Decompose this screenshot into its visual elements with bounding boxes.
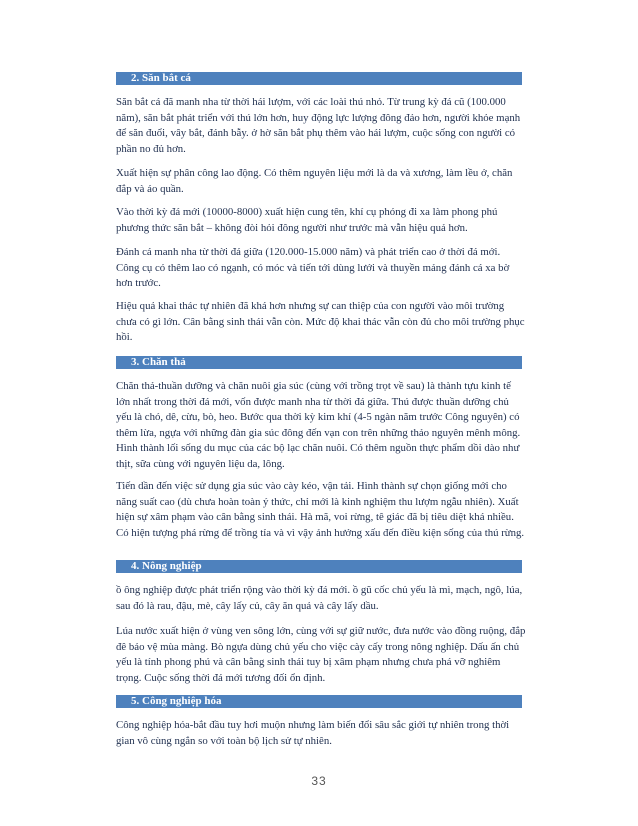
section-heading-hunting-fishing: 2. Săn bắt cá <box>116 72 522 85</box>
paragraph: Lúa nước xuất hiện ở vùng ven sông lớn, cùng với sự giữ nước, đưa nước vào đồng ruộng, đắp đê bảo vệ mùa màng. Bò ngựa dùng chủ yếu cho việc cày cấy trong nông nghiệp. Dấu ấn chủ yếu là tính phong phú và cân bằng sinh thái tuy bị xâm phạm nhưng chưa phá vỡ nghiêm trọng. Cuộc sống thời đá mới tương đối ổn định. <box>116 625 526 684</box>
section-heading-industrialization: 5. Công nghiệp hóa <box>116 695 522 708</box>
paragraph: Đánh cá manh nha từ thời đá giữa (120.000-15.000 năm) và phát triển cao ở thời đá mới. Công cụ có thêm lao có ngạnh, có móc và tiến tới dùng lưới và thuyền mảng đánh cá xa bờ hơn trước. <box>116 246 510 290</box>
paragraph: Công nghiệp hóa-bắt đầu tuy hơi muộn nhưng làm biến đổi sâu sắc giới tự nhiên trong thời gian vô cùng ngắn so với toàn bộ lịch sử tự nhiên. <box>116 719 510 747</box>
paragraph: Săn bắt cá đã manh nha từ thời hái lượm, với các loài thú nhỏ. Từ trung kỳ đá cũ (100.000 năm), săn bắt phát triển với thú lớn hơn, huy động lực lượng đông đảo hơn, người khỏe mạnh để săn đuổi, vây bắt, đánh bẫy. ở hờ săn bắt phụ thêm vào hái lượm, cuộc sống con người có phần no đủ hơn. <box>116 96 521 155</box>
paragraph: Hiệu quả khai thác tự nhiên đã khá hơn nhưng sự can thiệp của con người vào môi trường chưa có gì lớn. Cân bằng sinh thái vẫn còn. Mức độ khai thác vẫn còn đủ cho môi trường phục hồi. <box>116 300 525 344</box>
section-heading-agriculture: 4. Nông nghiệp <box>116 560 522 573</box>
paragraph: Xuất hiện sự phân công lao động. Có thêm nguyên liệu mới là da và xương, làm lều ở, chăn đắp và áo quần. <box>116 167 513 195</box>
section-heading-herding: 3. Chăn thả <box>116 356 522 369</box>
page-number: 33 <box>311 774 327 788</box>
paragraph: Chăn thả-thuần dưỡng và chăn nuôi gia súc (cùng với trồng trọt về sau) là thành tựu kinh tế lớn nhất trong thời đá mới, vốn được manh nha từ thời đá giữa. Thú được thuần dưỡng chủ yếu là chó, dê, cừu, bò, heo. Bước qua thời kỳ kim khí (4-5 ngàn năm trước Công nguyên) có thêm lừa, ngựa với những đàn gia súc đông đến vạn con trên những thảo nguyên mênh mông. Hình thành lối sống du mục của các bộ lạc chăn nuôi. Có thêm nguồn thực phẩm dồi dào như thịt, sữa cùng với nguyên liệu da, lông. <box>116 380 521 470</box>
paragraph: Vào thời kỳ đá mới (10000-8000) xuất hiện cung tên, khí cụ phóng đi xa làm phong phú phương thức săn bắt – không đòi hỏi đông người như trước mà vẫn hiệu quả hơn. <box>116 206 498 234</box>
paragraph: ồ ông nghiệp được phát triển rộng vào thời kỳ đá mới. ồ gũ cốc chủ yếu là mì, mạch, ngô, lúa, sau đó là rau, đậu, mè, cây lấy củ, cây ăn quả và cây lấy dầu. <box>116 584 523 612</box>
paragraph: Tiến dần đến việc sử dụng gia súc vào cày kéo, vận tải. Hình thành sự chọn giống mới cho năng suất cao (dù chưa hoàn toàn ý thức, chỉ mới là kinh nghiệm thu lượm ngẫu nhiên). Xuất hiện sự xâm phạm vào cân bằng sinh thái. Hà mã, voi rừng, tê giác đã bị tiêu diệt khá nhiều. Có hiện tượng phá rừng để trồng tỉa và vì vậy ảnh hưởng xấu đến điều kiện sống của thú rừng. <box>116 480 525 539</box>
